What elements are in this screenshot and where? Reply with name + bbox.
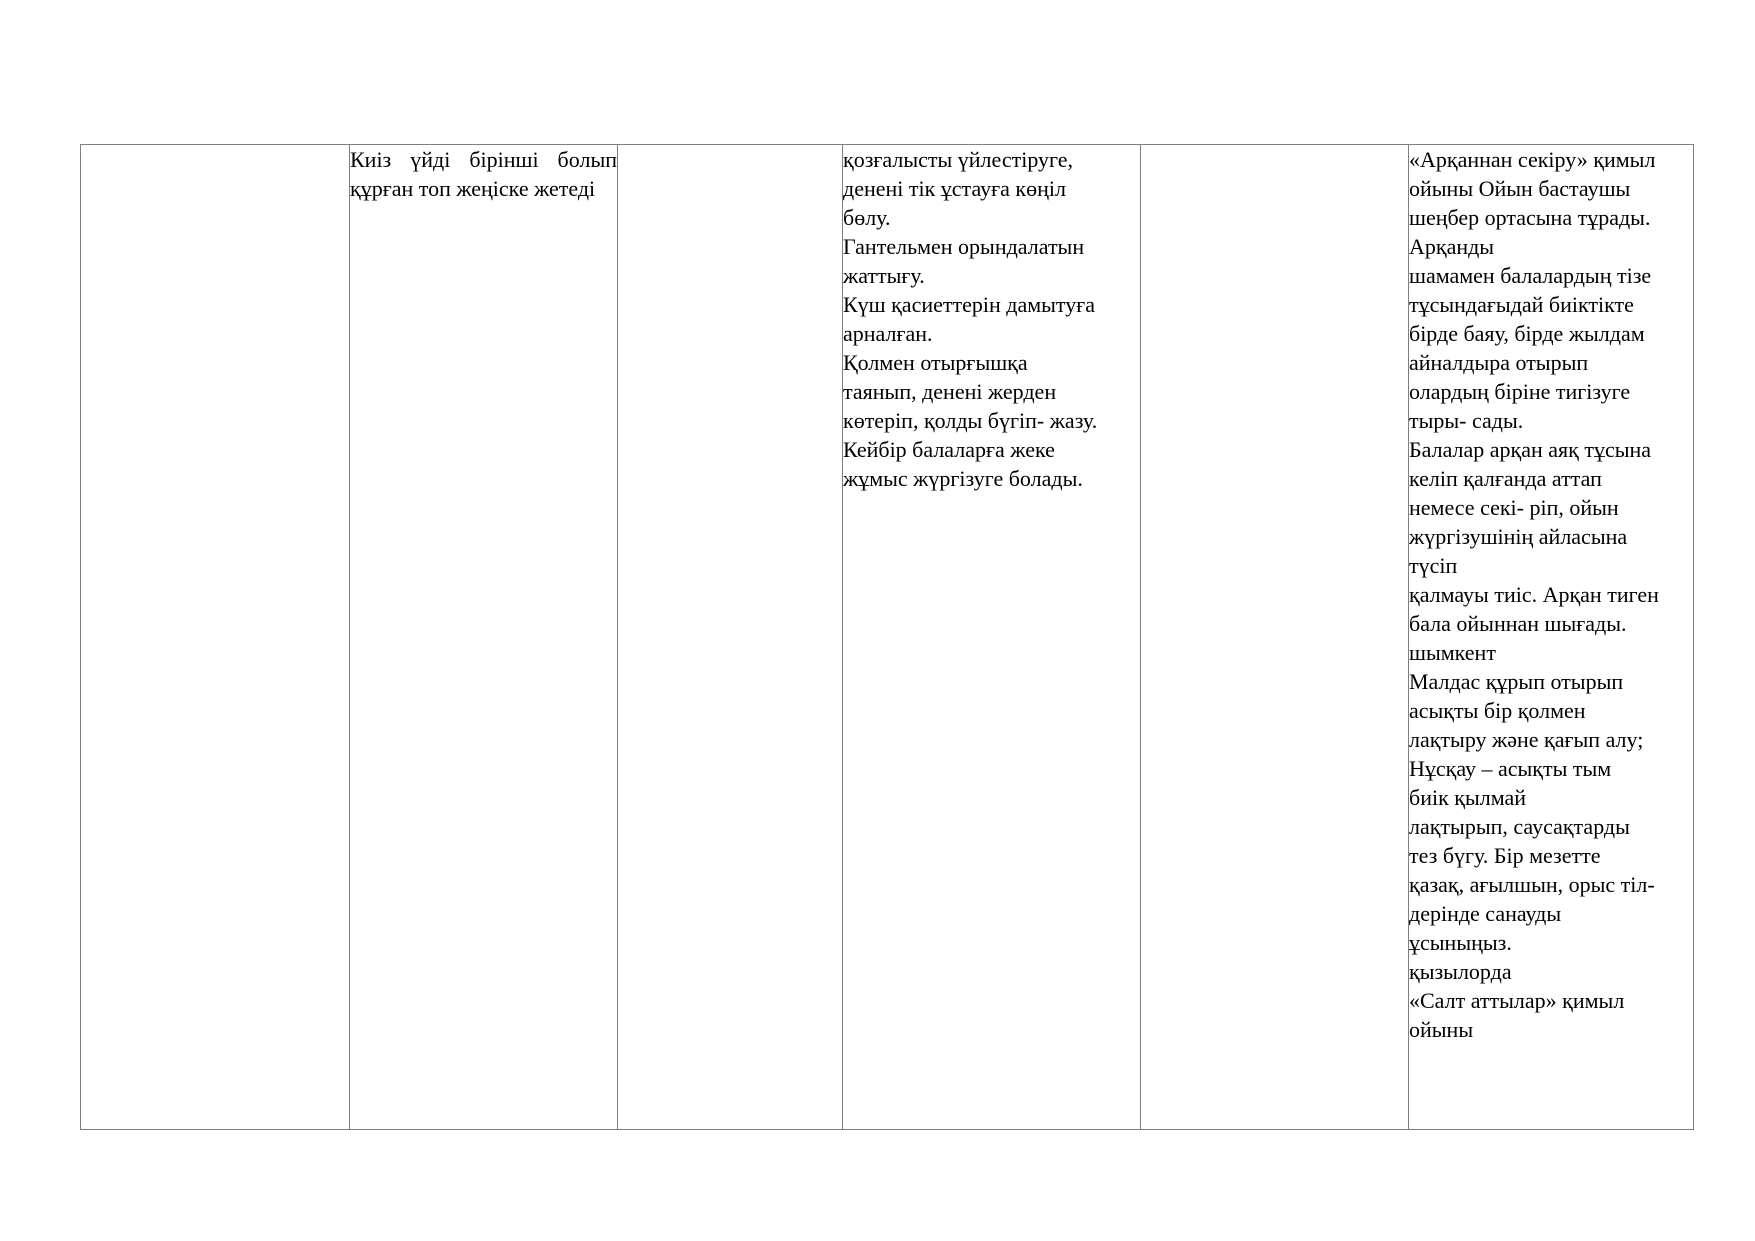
cell-6-line: бірде баяу, бірде жылдам xyxy=(1409,321,1645,346)
cell-4-line: жаттығу. xyxy=(843,263,925,288)
cell-6-line: дерінде санауды xyxy=(1409,901,1562,926)
cell-6-line: жүргізушінің айласына xyxy=(1409,524,1628,549)
cell-2-text: Киіз үйді бірінші болып құрған топ жеңіске жетеді xyxy=(350,147,617,201)
cell-6-line: тыры- сады. xyxy=(1409,408,1524,433)
cell-6-line: асықты бір қолмен xyxy=(1409,698,1586,723)
document-table xyxy=(80,144,1694,1130)
cell-4-line: қозғалысты үйлестіруге, xyxy=(843,147,1074,172)
cell-6-line: бала ойыннан шығады. xyxy=(1409,611,1627,636)
cell-6-line: ойыны xyxy=(1409,1017,1474,1042)
cell-4-line: Күш қасиеттерін дамытуға xyxy=(843,292,1096,317)
table-cell-4 xyxy=(843,145,1141,1130)
cell-6-line: лақтыру және қағып алу; xyxy=(1409,727,1644,752)
cell-4-line: бөлу. xyxy=(843,205,891,230)
cell-4-line: Қолмен отырғышқа xyxy=(843,350,1028,375)
cell-6-line: қазақ, ағылшын, орыс тіл- xyxy=(1409,872,1655,897)
table-cell-3 xyxy=(618,145,843,1130)
cell-6-line: шамамен балалардың тізе xyxy=(1409,263,1652,288)
table-cell-5 xyxy=(1141,145,1409,1130)
cell-4-line: арналған. xyxy=(843,321,933,346)
table-cell-2 xyxy=(350,145,618,1130)
cell-6-line: «Арқаннан секіру» қимыл xyxy=(1409,147,1656,172)
cell-6-line: биік қылмай xyxy=(1409,785,1527,810)
table-cell-6 xyxy=(1409,145,1694,1130)
cell-6-line: түсіп xyxy=(1409,553,1458,578)
table-cell-1 xyxy=(81,145,350,1130)
cell-6-line: Арқанды xyxy=(1409,234,1495,259)
cell-6-line: немесе секі- ріп, ойын xyxy=(1409,495,1619,520)
cell-6-line: қалмауы тиіс. Арқан тиген xyxy=(1409,582,1659,607)
cell-6-line: ойыны Ойын бастаушы xyxy=(1409,176,1631,201)
cell-6-line: шымкент xyxy=(1409,640,1496,665)
cell-4-line: жұмыс жүргізуге болады. xyxy=(843,466,1083,491)
cell-6-line: тұсындағыдай биіктікте xyxy=(1409,292,1634,317)
cell-6-line: ұсыныңыз. xyxy=(1409,930,1512,955)
cell-6-line: Нұсқау – асықты тым xyxy=(1409,756,1612,781)
cell-4-line: таянып, денені жерден xyxy=(843,379,1057,404)
table-row xyxy=(81,145,1694,1130)
cell-6-line: келіп қалғанда аттап xyxy=(1409,466,1602,491)
cell-4-line: денені тік ұстауға көңіл xyxy=(843,176,1066,201)
cell-6-line: олардың біріне тигізуге xyxy=(1409,379,1631,404)
cell-6-line: Балалар арқан аяқ тұсына xyxy=(1409,437,1652,462)
cell-6-line: шеңбер ортасына тұрады. xyxy=(1409,205,1651,230)
cell-6-line: тез бүгу. Бір мезетте xyxy=(1409,843,1601,868)
cell-6-line: қызылорда xyxy=(1409,959,1512,984)
cell-6-line: «Салт аттылар» қимыл xyxy=(1409,988,1625,1013)
cell-4-line: Гантельмен орындалатын xyxy=(843,234,1085,259)
cell-4-line: Кейбір балаларға жеке xyxy=(843,437,1055,462)
cell-6-line: Малдас құрып отырып xyxy=(1409,669,1624,694)
cell-4-line: көтеріп, қолды бүгіп- жазу. xyxy=(843,408,1098,433)
cell-6-line: айналдыра отырып xyxy=(1409,350,1589,375)
cell-6-line: лақтырып, саусақтарды xyxy=(1409,814,1630,839)
